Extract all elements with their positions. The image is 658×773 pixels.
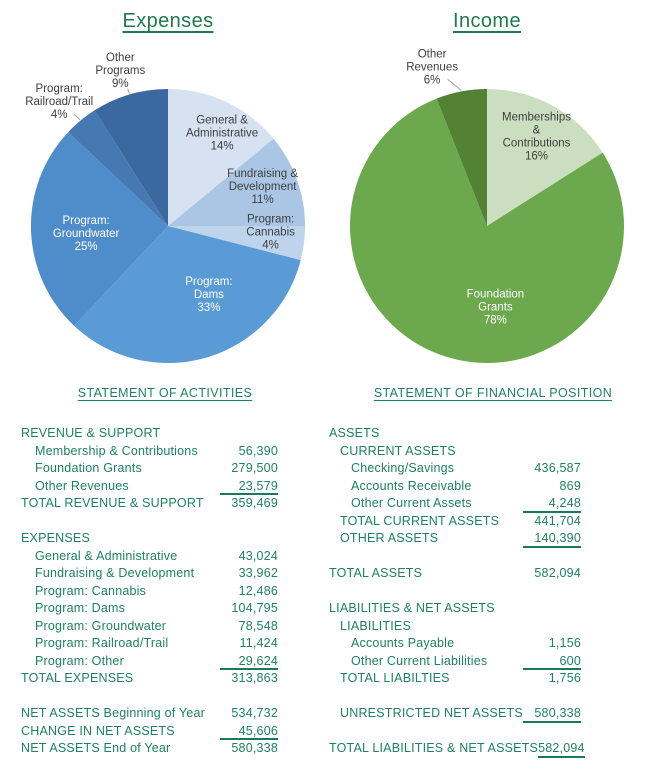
row-label: ASSETS <box>329 426 380 440</box>
row-value: 104,795 <box>231 601 278 615</box>
statement-row <box>329 565 581 583</box>
statement-row <box>21 460 278 478</box>
statement-spacer-row <box>21 688 278 706</box>
row-value: 279,500 <box>231 461 278 475</box>
statement-spacer-row <box>329 583 581 601</box>
row-label: UNRESTRICTED NET ASSETS <box>340 706 523 720</box>
row-value <box>220 425 278 443</box>
row-value: 78,548 <box>238 618 278 633</box>
row-value: 56,390 <box>238 443 278 458</box>
row-label: LIABILITIES & NET ASSETS <box>329 601 495 615</box>
row-label: OTHER ASSETS <box>340 531 439 545</box>
statement-row <box>329 740 585 758</box>
row-value: 441,704 <box>534 513 581 528</box>
row-value: 23,579 <box>220 478 278 496</box>
statement-row <box>329 705 581 723</box>
row-value: 45,606 <box>220 723 278 741</box>
statement-of-financial-position-rows <box>329 425 585 758</box>
row-label: TOTAL LIABILTIES <box>340 671 450 685</box>
income-chart-panel <box>322 8 652 390</box>
row-label: Other Current Liabilities <box>351 653 488 668</box>
statement-row <box>329 513 581 531</box>
statement-of-financial-position-heading: STATEMENT OF FINANCIAL POSITION <box>373 386 613 400</box>
statement-row <box>329 530 581 548</box>
row-label: General & Administrative <box>35 548 178 563</box>
row-label: CHANGE IN NET ASSETS <box>21 723 175 738</box>
row-label: Membership & Contributions <box>35 443 198 458</box>
row-label: NET ASSETS Beginning of Year <box>21 706 205 720</box>
statement-row <box>329 460 581 478</box>
pie-label-program-cannabis: Program: Cannabis 4% <box>246 213 295 252</box>
statement-row <box>21 530 278 548</box>
row-value: 33,962 <box>238 566 278 580</box>
row-value: 359,469 <box>231 496 278 510</box>
statement-spacer-row <box>21 513 278 531</box>
income-chart-title: Income <box>453 10 521 32</box>
row-label: Accounts Payable <box>351 636 455 650</box>
statement-row <box>21 583 278 601</box>
pie-label-memberships-contributions: Memberships & Contributions 16% <box>501 111 572 163</box>
row-value <box>523 443 581 461</box>
statement-row <box>329 670 581 688</box>
row-value: 582,094 <box>534 566 581 580</box>
row-label: LIABILITIES <box>340 618 411 633</box>
row-label: Other Current Assets <box>351 496 472 510</box>
row-label: Checking/Savings <box>351 461 455 475</box>
statement-row <box>329 478 581 496</box>
statement-row <box>329 425 581 443</box>
row-label: Program: Railroad/Trail <box>35 636 169 650</box>
statement-row <box>329 443 581 461</box>
row-label: TOTAL EXPENSES <box>21 671 134 685</box>
row-label: Program: Other <box>35 653 124 668</box>
row-label: TOTAL LIABILITIES & NET ASSETS <box>329 741 539 755</box>
pie-label-program-dams: Program: Dams 33% <box>185 276 233 315</box>
pie-label-other-revenues: Other Revenues 6% <box>406 48 458 87</box>
row-value: 580,338 <box>231 741 278 755</box>
pie-label-program-railroad-trail: Program: Railroad/Trail 4% <box>25 82 94 121</box>
row-label: EXPENSES <box>21 531 90 545</box>
row-value: 1,156 <box>548 636 581 650</box>
row-value: 12,486 <box>238 583 278 598</box>
statement-row <box>21 705 278 723</box>
row-label: TOTAL CURRENT ASSETS <box>340 513 500 528</box>
statement-of-activities-rows <box>21 425 278 758</box>
statement-row <box>21 548 278 566</box>
expenses-pie-chart <box>3 48 333 390</box>
row-label: Accounts Receivable <box>351 478 472 493</box>
statement-row <box>21 495 278 513</box>
statement-row <box>21 635 278 653</box>
statement-spacer-row <box>329 688 581 706</box>
row-value: 869 <box>559 478 581 493</box>
income-pie-chart <box>322 48 652 390</box>
statement-row <box>329 653 581 671</box>
row-label: Program: Cannabis <box>35 583 147 598</box>
row-label: TOTAL REVENUE & SUPPORT <box>21 496 204 510</box>
row-label: Foundation Grants <box>35 461 142 475</box>
statement-row <box>329 600 581 618</box>
row-value: 29,624 <box>220 653 278 671</box>
statement-row <box>329 635 581 653</box>
statement-of-activities <box>0 385 330 758</box>
statement-row <box>21 425 278 443</box>
statement-spacer-row <box>329 723 581 741</box>
row-label: Program: Dams <box>35 601 126 615</box>
row-value <box>523 600 581 618</box>
statement-spacer-row <box>329 548 581 566</box>
row-value: 582,094 <box>538 740 585 758</box>
statement-of-financial-position <box>328 385 658 758</box>
statement-row <box>21 670 278 688</box>
row-label: CURRENT ASSETS <box>340 443 456 458</box>
statement-of-activities-heading: STATEMENT OF ACTIVITIES <box>77 386 253 400</box>
row-value: 313,863 <box>231 671 278 685</box>
expenses-chart-title: Expenses <box>122 10 214 32</box>
statement-row <box>329 618 581 636</box>
statement-row <box>21 565 278 583</box>
row-value: 4,248 <box>523 495 581 513</box>
row-label: TOTAL ASSETS <box>329 566 423 580</box>
row-label: Other Revenues <box>35 478 129 493</box>
row-value: 600 <box>523 653 581 671</box>
pie-label-other-programs: Other Programs 9% <box>95 52 146 91</box>
statement-row <box>21 443 278 461</box>
row-value: 43,024 <box>238 548 278 563</box>
leader-line-other-revenues <box>448 79 462 90</box>
row-value: 580,338 <box>523 705 581 723</box>
row-value: 11,424 <box>239 636 278 650</box>
statement-row <box>21 740 278 758</box>
row-label: NET ASSETS End of Year <box>21 741 171 755</box>
row-value: 140,390 <box>523 530 581 548</box>
row-value <box>523 618 581 636</box>
statement-row <box>21 653 278 671</box>
statement-row <box>329 495 581 513</box>
row-label: Fundraising & Development <box>35 566 195 580</box>
row-label: Program: Groundwater <box>35 618 167 633</box>
row-value: 436,587 <box>534 461 581 475</box>
pie-label-fundraising-development: Fundraising & Development 11% <box>227 167 299 206</box>
expenses-chart-panel <box>3 8 333 390</box>
row-value <box>220 530 278 548</box>
pie-label-foundation-grants: Foundation Grants 78% <box>466 288 525 327</box>
statement-row <box>21 723 278 741</box>
row-value: 1,756 <box>548 671 581 685</box>
leader-line-program-railroad-trail <box>74 114 80 119</box>
statement-row <box>21 600 278 618</box>
statement-row <box>21 478 278 496</box>
pie-label-general-administrative: General & Administrative 14% <box>185 114 259 153</box>
row-value <box>523 425 581 443</box>
pie-label-program-groundwater: Program: Groundwater 25% <box>52 215 120 254</box>
row-label: REVENUE & SUPPORT <box>21 426 161 440</box>
statement-row <box>21 618 278 636</box>
row-value: 534,732 <box>231 706 278 720</box>
